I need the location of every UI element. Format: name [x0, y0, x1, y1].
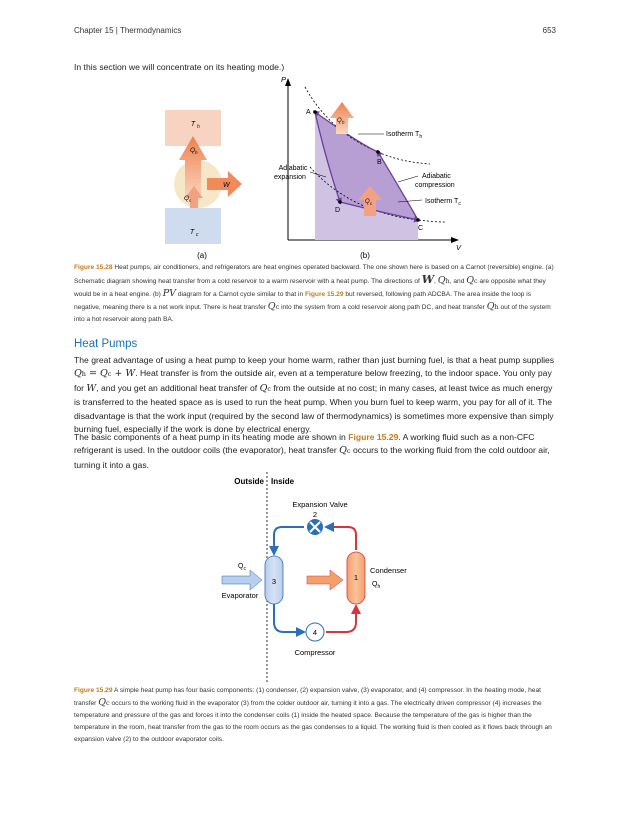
qc-in-arrow	[222, 570, 262, 590]
svg-text:W: W	[223, 182, 230, 189]
point-d: D	[335, 207, 341, 214]
svg-text:h: h	[342, 120, 345, 125]
svg-text:Q: Q	[337, 118, 342, 124]
qh-label: $Q_h$	[372, 581, 381, 590]
panel-b-label: (b)	[360, 251, 370, 260]
paragraph-heat-pumps-2: The basic components of a heat pump in its heating mode are shown in Figure 15.29. A working fluid such as a non-CFC refrigerant is used. In the outdoor coils (the evaporator), heat transfer Qc occurs to the working fluid from the cold outdoor air, turning it into a gas.	[74, 432, 550, 470]
svg-text:1: 1	[353, 573, 359, 582]
th-label: T	[190, 121, 196, 128]
svg-text:Q: Q	[365, 199, 370, 205]
outside-label: Outside	[234, 477, 264, 486]
point-c: C	[418, 225, 424, 232]
svg-text:Q: Q	[184, 195, 190, 202]
v-axis-label: V	[456, 243, 462, 252]
condenser-label: Condenser	[370, 566, 407, 575]
figure-15-28	[150, 72, 480, 262]
svg-text:c: c	[370, 201, 373, 206]
svg-text:c: c	[189, 198, 192, 203]
svg-text:Adiabatic: Adiabatic	[422, 173, 451, 180]
qh-out-arrow	[307, 570, 343, 590]
svg-text:4: 4	[312, 628, 318, 637]
evaporator-label: Evaporator	[221, 591, 259, 600]
figure-15-28-caption: Figure 15.28 Heat pumps, air conditioners, and refrigerators are heat engines operated backward. The one shown here is based on a Carnot (reversible) engine. (a) Schematic diagram showing heat transfer from a cold reservoir to a warm reservoir with a heat pump. The directions of W, Qh, and Qc are opposite what they would be in a heat engine. (b) PV diagram for a Carnot cycle similar to that in Figure 15.29 but reversed, following path ADCBA. The area inside the loop is negative, meaning there is a net work input. There is heat transfer Qc into the system from a cold reservoir along path DC, and heat transfer Qh out of the system into a hot reservoir along path BA.	[74, 264, 554, 323]
figure-15-29	[210, 472, 440, 682]
svg-text:compression: compression	[415, 182, 455, 189]
qc-label: $Q_c$	[238, 563, 246, 572]
isotherm-tc-label: Isotherm $T_c$	[425, 198, 461, 207]
chapter-header: Chapter 15 | Thermodynamics	[74, 26, 182, 35]
isotherm-th-label: Isotherm $T_h$	[386, 131, 423, 140]
svg-text:expansion: expansion	[274, 174, 306, 181]
pv-diagram	[274, 75, 462, 260]
expansion-valve-label: Expansion Valve	[292, 500, 348, 509]
svg-text:Q: Q	[190, 147, 196, 154]
svg-text:c: c	[196, 232, 199, 238]
intro-text: In this section we will concentrate on its heating mode.)	[74, 62, 285, 72]
svg-text:Adiabatic: Adiabatic	[278, 165, 308, 172]
figure-15-29-caption: Figure 15.29 A simple heat pump has four basic components: (1) condenser, (2) expansion valve, (3) evaporator, and (4) compressor. In the heating mode, heat transfer Qc occurs to the working fluid in the evaporator (3) from the colder outdoor air, turning it into a gas. The electrically driven compressor (4) increases the temperature and pressure of the gas and forces it into the condenser coils (1) inside the heated space. Because the temperature of the gas is higher than the temperature in the room, heat transfer from the gas to the room occurs as the gas condenses to a liquid. The working fluid is then cooled as it flows back through an expansion valve (2) to the outdoor evaporator coils.	[74, 687, 552, 743]
paragraph-heat-pumps-1: The great advantage of using a heat pump to keep your home warm, rather than just burning fuel, is that a heat pump supplies Qh = Qc + W. Heat transfer is from the outside air, even at a temperature below freezing, to the indoor space. You only pay for W, and you get an additional heat transfer of Qc from the outside at no cost; in many cases, at least twice as much energy is transferred to the heated space as is used to run the heat pump. When you burn fuel to keep warm, you pay for all of it. The disadvantage is that the work input (required by the second law of thermodynamics) is sometimes more expensive than simply burning fuel, especially if the work is done by electrical energy.	[74, 355, 555, 435]
inside-label: Inside	[271, 477, 295, 486]
panel-a-label: (a)	[197, 251, 207, 260]
tc-label: T	[189, 229, 195, 236]
heat-pump-schematic	[165, 110, 242, 260]
svg-text:2: 2	[312, 510, 318, 519]
svg-text:3: 3	[271, 577, 277, 586]
svg-text:h: h	[197, 124, 200, 130]
svg-text:h: h	[195, 150, 198, 155]
page-number: 653	[542, 26, 556, 35]
section-title: Heat Pumps	[74, 338, 138, 350]
compressor-label: Compressor	[294, 648, 336, 657]
point-a: A	[306, 109, 311, 116]
p-axis-label: P	[281, 75, 287, 84]
point-b: B	[377, 159, 382, 166]
